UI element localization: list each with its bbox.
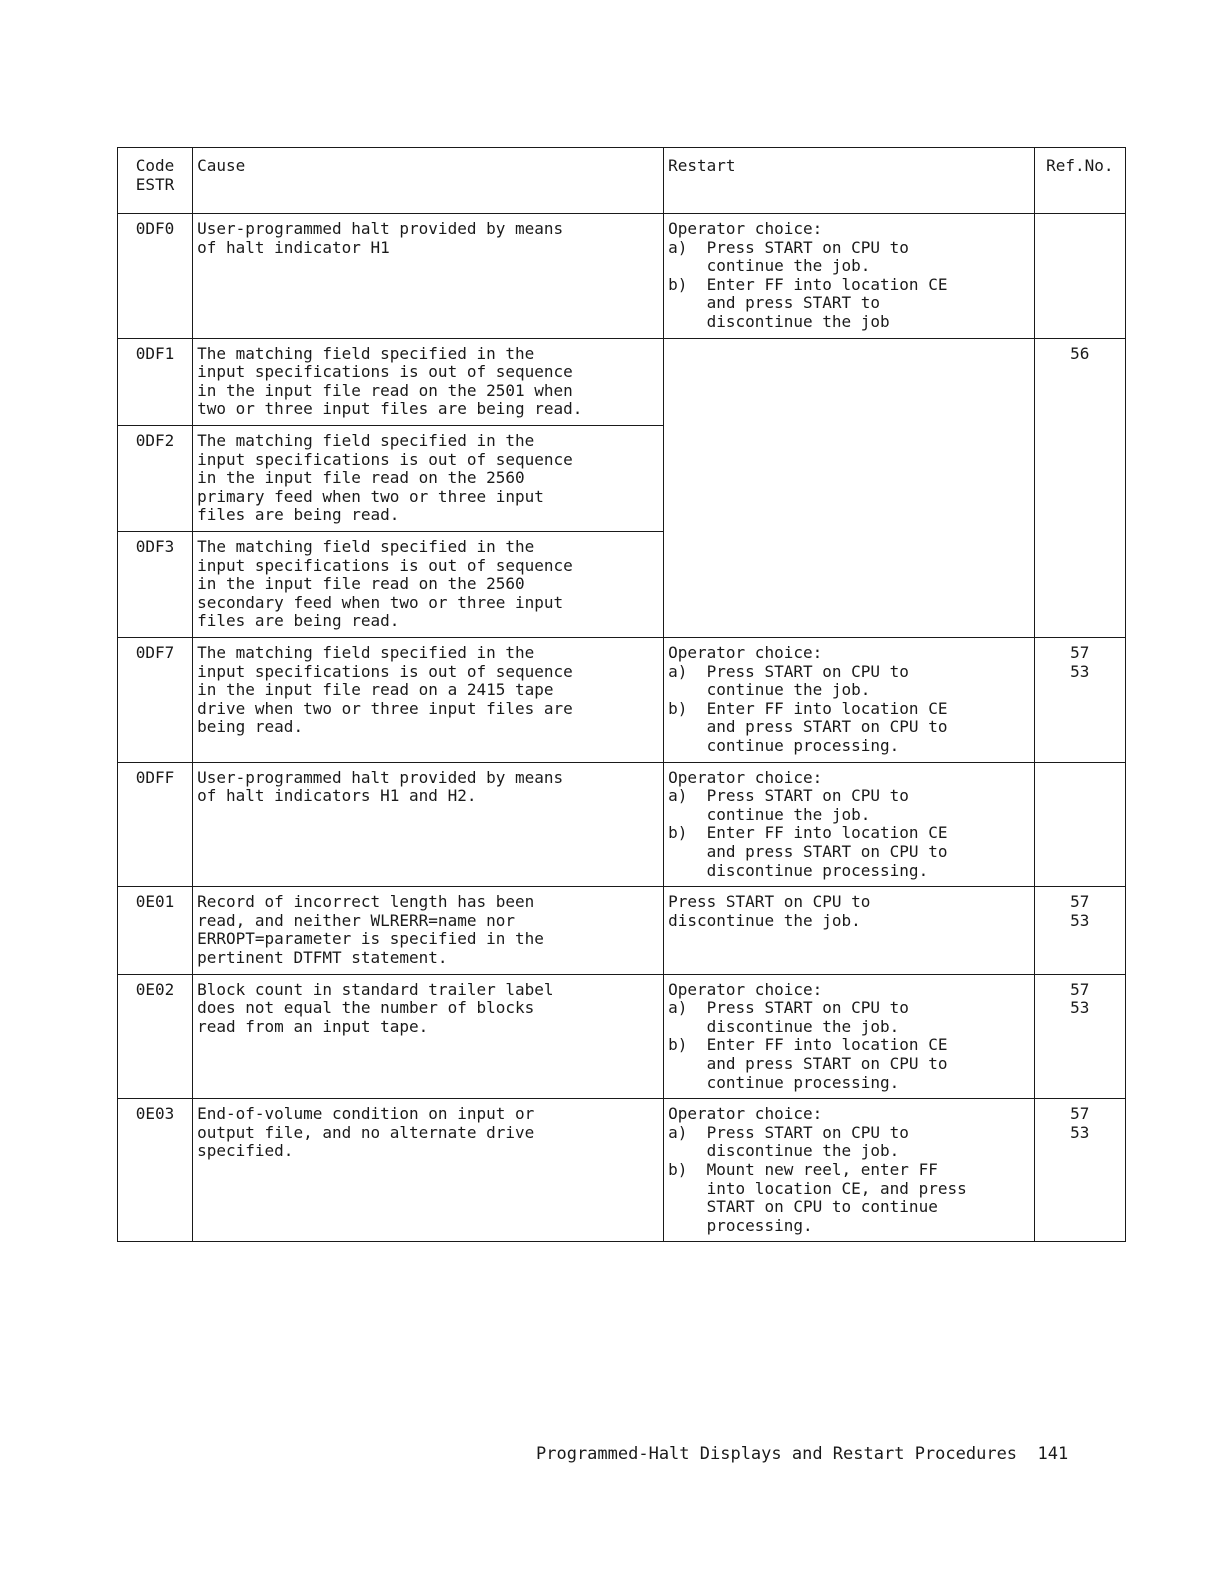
- code-cell: 0DF2: [118, 425, 193, 531]
- restart-cell: Operator choice: a) Press START on CPU to continue the job. b) Enter FF into location CE and press START on CPU to continue processing.: [664, 637, 1035, 762]
- code-cell: 0E02: [118, 974, 193, 1099]
- column-header-cause: Cause: [193, 148, 664, 214]
- ref-number: 57: [1070, 1104, 1090, 1124]
- ref-number: 53: [1070, 998, 1090, 1018]
- restart-cell: Operator choice: a) Press START on CPU to discontinue the job. b) Enter FF into location CE and press START on CPU to continue processing.: [664, 974, 1035, 1099]
- table-body: [118, 214, 1126, 1242]
- cause-cell: The matching field specified in the input specifications is out of sequence in the input file read on the 2501 when two or three input files are being read.: [193, 338, 664, 425]
- cause-cell: The matching field specified in the input specifications is out of sequence in the input file read on a 2415 tape drive when two or three input files are being read.: [193, 637, 664, 762]
- column-header-code: Code ESTR: [118, 148, 193, 214]
- ref-cell: [1034, 214, 1125, 339]
- code-cell: 0DF1: [118, 338, 193, 425]
- cause-cell: End-of-volume condition on input or output file, and no alternate drive specified.: [193, 1099, 664, 1242]
- ref-number: 53: [1070, 661, 1090, 681]
- table-row: [118, 887, 1126, 974]
- footer-title: Programmed-Halt Displays and Restart Procedures: [536, 1444, 1018, 1464]
- cause-cell: User-programmed halt provided by means of halt indicator H1: [193, 214, 664, 339]
- restart-cell: [664, 338, 1035, 637]
- cause-cell: The matching field specified in the input specifications is out of sequence in the input file read on the 2560 secondary feed when two or three input files are being read.: [193, 531, 664, 637]
- cause-cell: Record of incorrect length has been read, and neither WLRERR=name nor ERROPT=parameter is specified in the pertinent DTFMT statement.: [193, 887, 664, 974]
- page-number: 141: [1037, 1444, 1069, 1464]
- table-row: [118, 637, 1126, 762]
- code-cell: 0E03: [118, 1099, 193, 1242]
- restart-cell: Press START on CPU to discontinue the job.: [664, 887, 1035, 974]
- table-row: [118, 1099, 1126, 1242]
- ref-number: 57: [1070, 892, 1090, 912]
- cause-cell: Block count in standard trailer label does not equal the number of blocks read from an input tape.: [193, 974, 664, 1099]
- ref-cell: [1034, 1099, 1125, 1242]
- ref-cell: [1034, 637, 1125, 762]
- ref-number: 57: [1070, 642, 1090, 662]
- page-footer: [536, 1444, 1068, 1464]
- halt-displays-table: [117, 147, 1126, 1242]
- ref-number: 57: [1070, 979, 1090, 999]
- table-row: [118, 338, 1126, 425]
- table-row: [118, 974, 1126, 1099]
- ref-cell: [1034, 762, 1125, 887]
- code-cell: 0DF0: [118, 214, 193, 339]
- column-header-restart: Restart: [664, 148, 1035, 214]
- cause-cell: The matching field specified in the input specifications is out of sequence in the input file read on the 2560 primary feed when two or three input files are being read.: [193, 425, 664, 531]
- ref-number: 56: [1070, 343, 1090, 363]
- table-header-row: [118, 148, 1126, 214]
- column-header-ref: Ref.No.: [1034, 148, 1125, 214]
- code-cell: 0DF3: [118, 531, 193, 637]
- code-cell: 0E01: [118, 887, 193, 974]
- restart-cell: Operator choice: a) Press START on CPU to continue the job. b) Enter FF into location CE and press START on CPU to discontinue processing.: [664, 762, 1035, 887]
- ref-cell: [1034, 974, 1125, 1099]
- restart-cell: Operator choice: a) Press START on CPU to continue the job. b) Enter FF into location CE and press START to discontinue the job: [664, 214, 1035, 339]
- restart-cell: Operator choice: a) Press START on CPU to discontinue the job. b) Mount new reel, enter FF into location CE, and press START on CPU to continue processing.: [664, 1099, 1035, 1242]
- cause-cell: User-programmed halt provided by means of halt indicators H1 and H2.: [193, 762, 664, 887]
- ref-cell: [1034, 338, 1125, 637]
- table-row: [118, 762, 1126, 887]
- ref-number: 53: [1070, 910, 1090, 930]
- table-row: [118, 214, 1126, 339]
- ref-cell: [1034, 887, 1125, 974]
- code-cell: 0DFF: [118, 762, 193, 887]
- ref-number: 53: [1070, 1122, 1090, 1142]
- code-cell: 0DF7: [118, 637, 193, 762]
